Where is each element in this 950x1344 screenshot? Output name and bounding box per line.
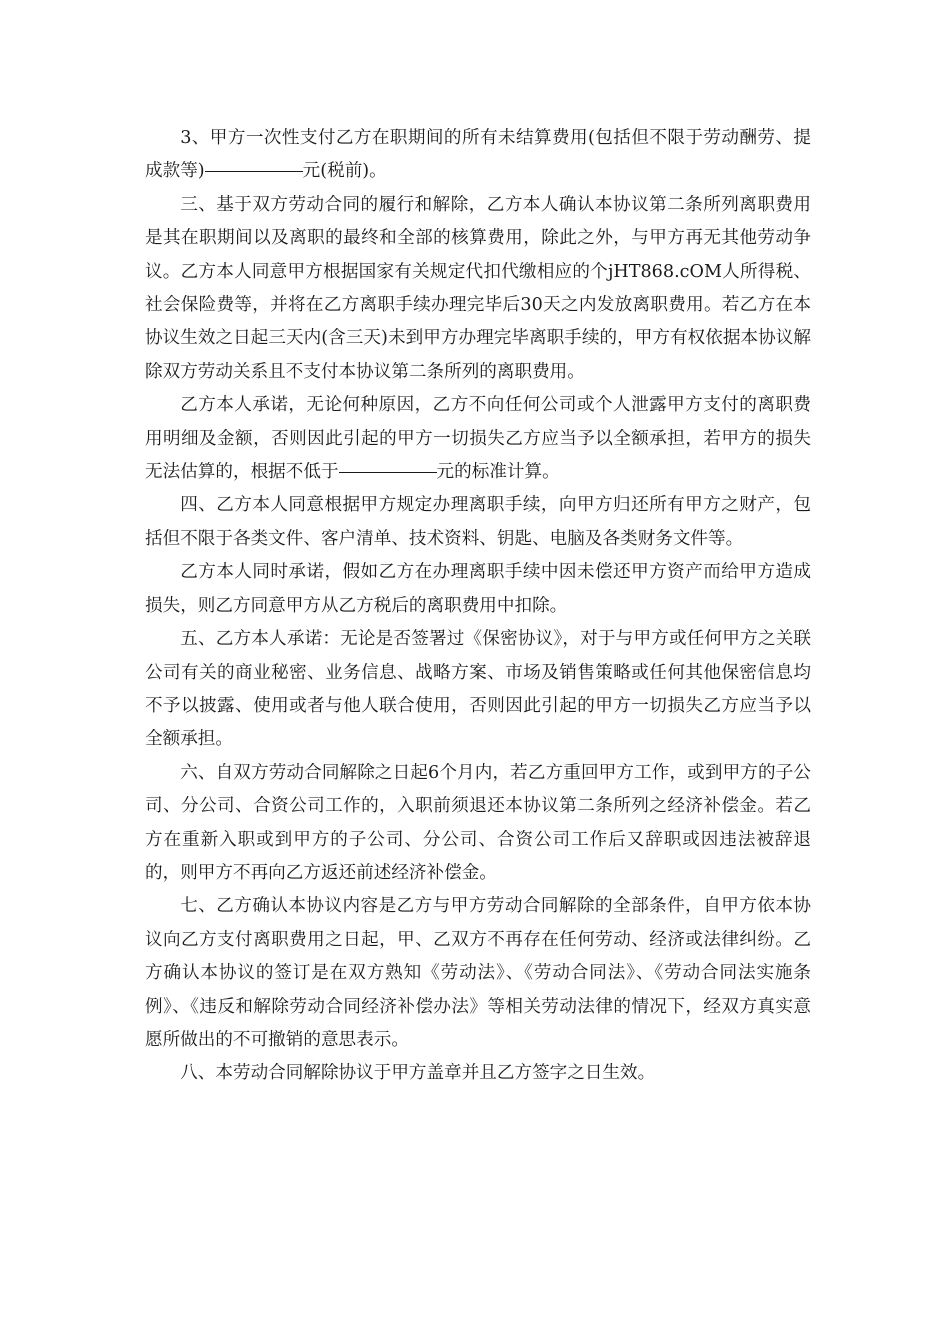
paragraph-clause-5 bbox=[145, 623, 811, 757]
paragraph-text: 元(税前)。 bbox=[302, 161, 387, 182]
amount-blank bbox=[339, 471, 437, 473]
paragraph-clause-7 bbox=[145, 890, 811, 1057]
paragraph-clause-4 bbox=[145, 489, 811, 556]
paragraph-text: 乙方本人承诺，无论何种原因，乙方不向任何公司或个人泄露甲方支付的离职费用明细及金额，否则因此引起的甲方一切损失乙方应当予以全额承担，若甲方的损失无法估算的，根据不低于 bbox=[145, 395, 811, 483]
paragraph-payment-item-3 bbox=[145, 122, 811, 189]
paragraph-clause-3 bbox=[145, 189, 811, 389]
paragraph-asset-promise bbox=[145, 556, 811, 623]
paragraph-clause-6 bbox=[145, 757, 811, 891]
paragraph-text: 乙方本人同时承诺，假如乙方在办理离职手续中因未偿还甲方资产而给甲方造成损失，则乙方同意甲方从乙方税后的离职费用中扣除。 bbox=[145, 562, 811, 616]
paragraph-text: 3、甲方一次性支付乙方在职期间的所有未结算费用(包括但不限于劳动酬劳、提成款等) bbox=[145, 128, 811, 182]
paragraph-text: 元的标准计算。 bbox=[436, 462, 560, 483]
paragraph-text: 七、乙方确认本协议内容是乙方与甲方劳动合同解除的全部条件，自甲方依本协议向乙方支付离职费用之日起，甲、乙双方不再存在任何劳动、经济或法律纠纷。乙方确认本协议的签订是在双方熟知《劳动法》、《劳动合同法》、《劳动合同法实施条例》、《违反和解除劳动合同经济补偿办法》等相关劳动法律的情况下，经双方真实意愿所做出的不可撤销的意思表示。 bbox=[145, 896, 811, 1050]
paragraph-text: 四、乙方本人同意根据甲方规定办理离职手续，向甲方归还所有甲方之财产，包括但不限于各类文件、客户清单、技术资料、钥匙、电脑及各类财务文件等。 bbox=[145, 495, 811, 549]
paragraph-text: 五、乙方本人承诺：无论是否签署过《保密协议》，对于与甲方或任何甲方之关联公司有关的商业秘密、业务信息、战略方案、市场及销售策略或任何其他保密信息均不予以披露、使用或者与他人联合使用，否则因此引起的甲方一切损失乙方应当予以全额承担。 bbox=[145, 629, 811, 750]
paragraph-confidentiality-promise bbox=[145, 389, 811, 489]
paragraph-text: 八、本劳动合同解除协议于甲方盖章并且乙方签字之日生效。 bbox=[180, 1063, 656, 1084]
amount-blank bbox=[205, 170, 303, 172]
paragraph-text: 六、自双方劳动合同解除之日起6个月内，若乙方重回甲方工作，或到甲方的子公司、分公司、合资公司工作的，入职前须退还本协议第二条所列之经济补偿金。若乙方在重新入职或到甲方的子公司、分公司、合资公司工作后又辞职或因违法被辞退的，则甲方不再向乙方返还前述经济补偿金。 bbox=[145, 762, 811, 883]
paragraph-clause-8 bbox=[145, 1057, 811, 1090]
document-body bbox=[145, 122, 811, 1091]
paragraph-text: 三、基于双方劳动合同的履行和解除，乙方本人确认本协议第二条所列离职费用是其在职期间以及离职的最终和全部的核算费用，除此之外，与甲方再无其他劳动争议。乙方本人同意甲方根据国家有关规定代扣代缴相应的个jHT868.cOM人所得税、社会保险费等，并将在乙方离职手续办理完毕后30天之内发放离职费用。若乙方在本协议生效之日起三天内(含三天)未到甲方办理完毕离职手续的，甲方有权依据本协议解除双方劳动关系且不支付本协议第二条所列的离职费用。 bbox=[145, 194, 811, 382]
